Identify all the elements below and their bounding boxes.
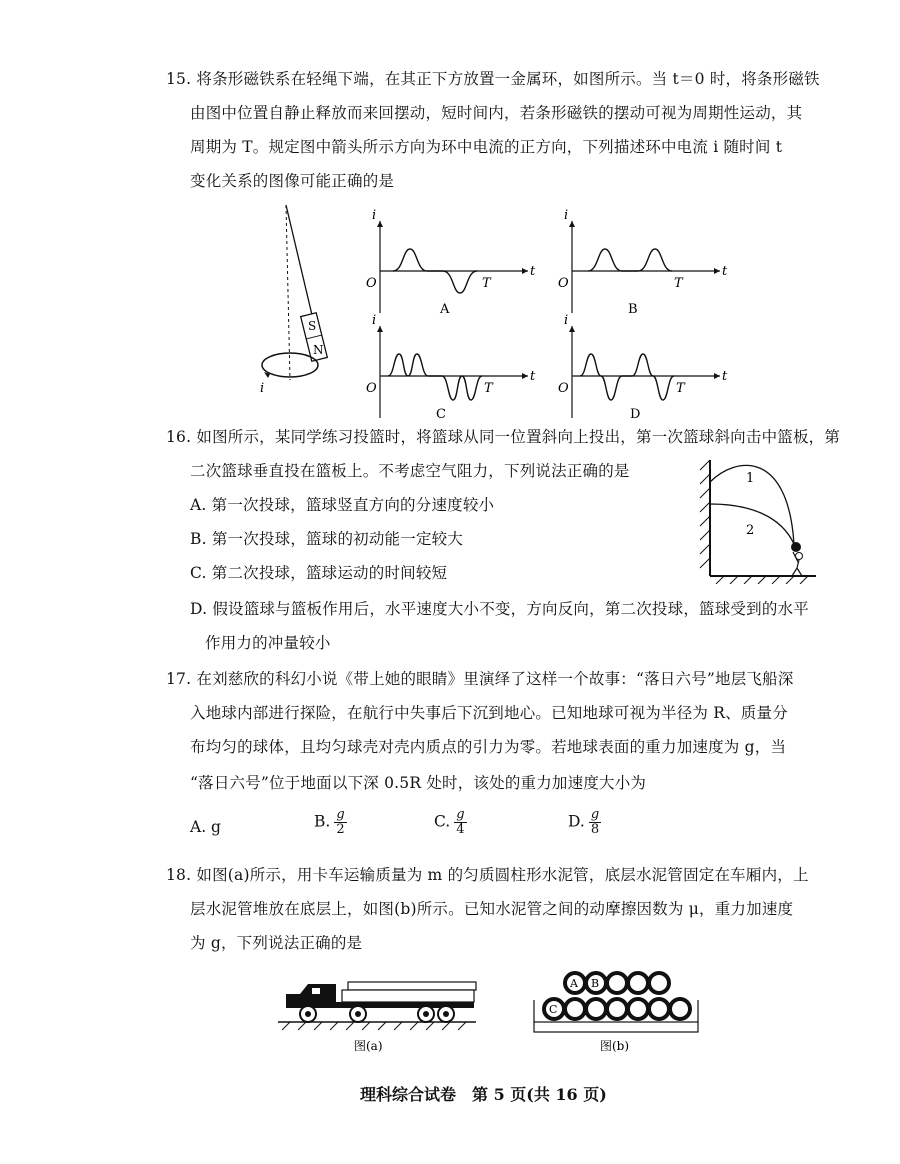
q16-line-1: 16. 如图所示，某同学练习投篮时，将篮球从同一位置斜向上投出，第一次篮球斜向击中篮板，第 (166, 428, 841, 446)
q18-line-1: 18. 如图(a)所示，用卡车运输质量为 m 的匀质圆柱形水泥管，底层水泥管固定在车厢内，上 (166, 866, 809, 884)
truck-bed (342, 990, 474, 1002)
q16-option-d-line-1: D. 假设篮球与篮板作用后，水平速度大小不变，方向反向，第二次投球，篮球受到的水平 (190, 600, 809, 618)
period-label: T (674, 276, 683, 291)
graph-label: D (630, 407, 641, 422)
origin-label: O (366, 276, 377, 291)
q15-line-3: 周期为 T。规定图中箭头所示方向为环中电流的正方向，下列描述环中电流 i 随时间 t (190, 138, 783, 156)
axis-t-label: t (530, 264, 536, 279)
axis-i-label: i (372, 208, 377, 223)
current-curve (388, 354, 482, 400)
pipe-b-label: B (591, 977, 600, 990)
axis-i-label: i (564, 208, 569, 223)
truck-figure (278, 976, 478, 1056)
basketball (791, 542, 801, 552)
truck-wheels (300, 1006, 454, 1022)
q16-option-c: C. 第二次投球，篮球运动的时间较短 (190, 564, 448, 582)
figure-b-caption: 图(b) (600, 1039, 630, 1053)
pipe-c-label: C (549, 1003, 558, 1016)
truck-bed-section (534, 1022, 698, 1032)
fraction-g-over-4: $\frac{g}{4}$ (456, 807, 465, 837)
road-hatching (282, 1022, 466, 1030)
truck-window (312, 988, 320, 994)
string (286, 205, 312, 315)
q17-line-1: 17. 在刘慈欣的科幻小说《带上她的眼睛》里演绎了这样一个故事：“落日六号”地层飞船深 (166, 670, 794, 688)
q17-option-d-prefix: D. (568, 812, 585, 831)
basketball-figure (696, 452, 820, 584)
q17-option-b (314, 808, 347, 837)
origin-label: O (558, 276, 569, 291)
q17-line-3: 布均匀的球体，且均匀球壳对壳内质点的引力为零。若地球表面的重力加速度为 g，当 (190, 738, 787, 756)
origin-label: O (366, 381, 377, 396)
q16-option-a: A. 第一次投球，篮球竖直方向的分速度较小 (190, 496, 495, 514)
q16-option-d-line-2: 作用力的冲量较小 (205, 634, 331, 652)
q17-option-a: A. g (190, 818, 221, 836)
pipe-a-label: A (570, 977, 578, 990)
pendulum-magnet-figure (250, 200, 350, 410)
ring-current-label: i (260, 381, 265, 396)
current-curve (580, 354, 674, 400)
q15-line-2: 由图中位置自静止释放而来回摆动，短时间内，若条形磁铁的摆动可视为周期性运动，其 (190, 104, 803, 122)
trajectory-2-label: 2 (746, 523, 755, 538)
backboard-hatching (700, 460, 710, 568)
period-label: T (482, 276, 491, 291)
graph-label: C (436, 407, 446, 422)
period-label: T (484, 381, 493, 396)
fraction-g-over-2: $\frac{g}{2}$ (336, 807, 345, 837)
q17-option-c (434, 808, 467, 837)
graph-d (550, 310, 730, 425)
magnet-s-label: S (308, 319, 317, 333)
q17-option-d (568, 808, 601, 837)
current-curve (588, 249, 672, 271)
figure-a-caption: 图(a) (354, 1039, 383, 1053)
fraction-g-over-8: $\frac{g}{8}$ (590, 807, 600, 837)
q17-line-2: 入地球内部进行探险，在航行中失事后下沉到地心。已知地球可视为半径为 R、质量分 (190, 704, 788, 722)
axis-t-label: t (722, 264, 728, 279)
axis-t-label: t (722, 369, 728, 384)
page-footer: 理科综合试卷 第 5 页(共 16 页) (360, 1085, 607, 1104)
q17-line-4: “落日六号”位于地面以下深 0.5R 处时，该处的重力加速度大小为 (190, 774, 647, 792)
graph-c (358, 310, 538, 425)
graph-label: A (440, 302, 450, 317)
q17-option-b-prefix: B. (314, 812, 331, 831)
q15-line-4: 变化关系的图像可能正确的是 (190, 172, 395, 190)
graph-label: B (628, 302, 638, 317)
trajectory-1-label: 1 (746, 471, 755, 486)
q18-line-3: 为 g，下列说法正确的是 (190, 934, 363, 952)
axis-i-label: i (372, 313, 377, 328)
pipe-on-truck (348, 982, 476, 990)
q15-line-1: 15. 将条形磁铁系在轻绳下端，在其正下方放置一金属环，如图所示。当 t＝0 时，将条形磁铁 (166, 70, 820, 88)
pipe-stack-figure (528, 960, 704, 1060)
q18-line-2: 层水泥管堆放在底层上，如图(b)所示。已知水泥管之间的动摩擦因数为 μ，重力加速度 (190, 900, 794, 918)
pipe-rings (544, 973, 690, 1019)
q17-option-c-prefix: C. (434, 812, 451, 831)
magnet-n-label: N (313, 343, 324, 357)
period-label: T (676, 381, 685, 396)
q16-option-b: B. 第一次投球，篮球的初动能一定较大 (190, 530, 464, 548)
graph-b (550, 205, 730, 320)
q16-line-2: 二次篮球垂直投在篮板上。不考虑空气阻力，下列说法正确的是 (190, 462, 630, 480)
axis-t-label: t (530, 369, 536, 384)
origin-label: O (558, 381, 569, 396)
ground-hatching (716, 576, 808, 584)
graph-a (358, 205, 538, 320)
axis-i-label: i (564, 313, 569, 328)
